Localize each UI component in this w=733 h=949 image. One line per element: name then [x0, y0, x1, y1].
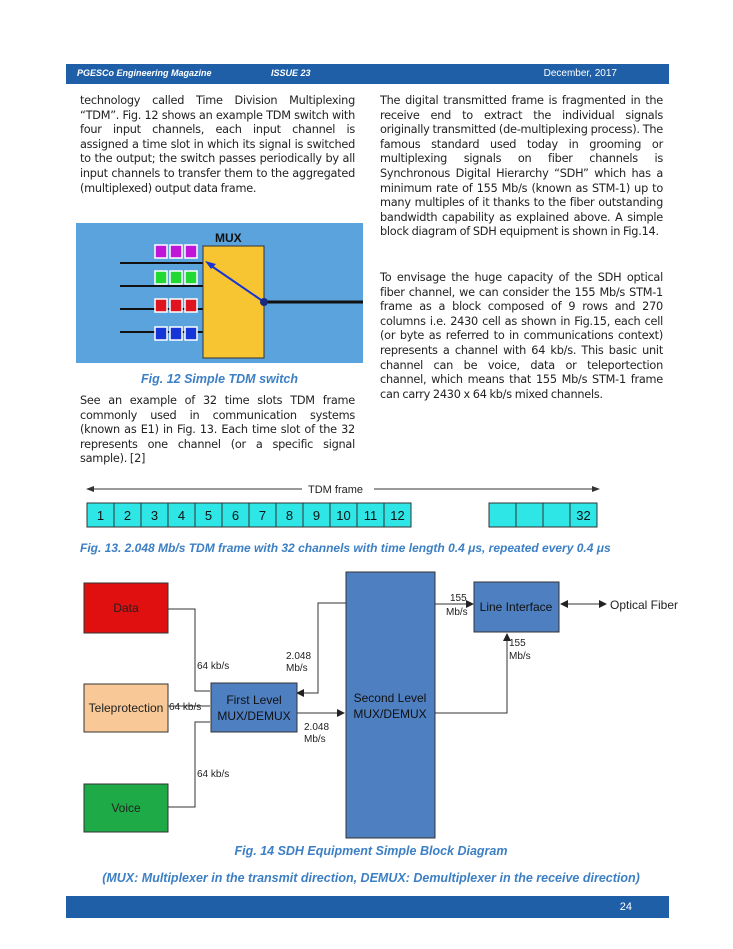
- fig12-switch-pivot: [260, 298, 268, 306]
- fig14-rate-155-bot-2: Mb/s: [509, 651, 531, 662]
- fig12-channel-red-slots: [155, 299, 197, 312]
- fig14-line-interface-label: Line Interface: [479, 600, 553, 614]
- fig14-rate-2048-bot-2: Mb/s: [304, 734, 326, 745]
- fig12-caption: Fig. 12 Simple TDM switch: [141, 372, 298, 386]
- fig14-caption: Fig. 14 SDH Equipment Simple Block Diagram: [234, 844, 508, 858]
- fig13-left-slot-label-5: 5: [204, 508, 213, 523]
- fig14-voice-label: Voice: [111, 801, 141, 815]
- fig13-left-slot-label-9: 9: [312, 508, 321, 523]
- fig13-caption: Fig. 13. 2.048 Mb/s TDM frame with 32 channels with time length 0.4 μs, repeated every 0.4 μs: [80, 541, 611, 555]
- fig14-caption-note: (MUX: Multiplexer in the transmit direction, DEMUX: Demultiplexer in the receive direction): [102, 871, 640, 885]
- fig14-rate-155-bot-1: 155: [509, 638, 526, 649]
- right-paragraph-1: The digital transmitted frame is fragmented in the receive end to extract the individual signals originally transmitted (de-multiplexing process). The famous standard used today in grooming or multiplexing signals on fiber channels is Synchronous Digital Hierarchy “SDH” which has a minimum rate of 155 Mb/s (known as STM-1) up to many multiples of it thanks to the fiber outstanding bandwidth capability as explained above. A simple block diagram of SDH equipment is shown in Fig.14.: [380, 94, 663, 239]
- left-paragraph-1: technology called Time Division Multiplexing “TDM”. Fig. 12 shows an example TDM switch with four input channels, each input channel is assigned a time slot in which its signal is switched to the output; the switch passes periodically by all input channels to transfer them to the aggregated (multiplexed) output data frame.: [80, 94, 355, 195]
- fig13-tdm-frame-diagram: [82, 480, 602, 530]
- fig13-left-slot-label-6: 6: [231, 508, 240, 523]
- fig14-optical-fiber-label: Optical Fiber: [610, 598, 679, 612]
- fig14-rate-64-bot: 64 kb/s: [197, 769, 230, 780]
- fig14-rate-64-top: 64 kb/s: [197, 661, 230, 672]
- fig14-155-rx-link: [435, 634, 507, 713]
- fig14-rate-2048-top-1: 2.048: [286, 651, 312, 662]
- fig14-sdh-block-diagram: [82, 570, 692, 842]
- fig13-left-slot-label-10: 10: [336, 508, 351, 523]
- fig13-right-slot-1: [489, 503, 516, 527]
- fig14-voice-link: [168, 722, 210, 807]
- issue-date: December, 2017: [543, 68, 617, 79]
- fig14-rate-155-top-2: Mb/s: [446, 607, 468, 618]
- fig13-left-slot-label-3: 3: [150, 508, 159, 523]
- left-paragraph-2: See an example of 32 time slots TDM frame commonly used in communication systems (known as E1) in Fig. 13. Each time slot of the 32 represents one channel (or a specific signal sample). [2]: [80, 394, 355, 466]
- fig14-rate-2048-top-2: Mb/s: [286, 663, 308, 674]
- fig13-right-slot-2: [516, 503, 543, 527]
- issue-number: ISSUE 23: [271, 68, 311, 78]
- fig13-left-slot-label-1: 1: [96, 508, 105, 523]
- fig14-second-level-box: [346, 572, 435, 838]
- fig14-first-level-line2: MUX/DEMUX: [217, 709, 291, 723]
- fig13-left-slot-label-12: 12: [390, 508, 405, 523]
- fig14-2048-downlink: [297, 603, 346, 693]
- fig13-left-slot-label-11: 11: [363, 508, 378, 523]
- magazine-title: PGESCo Engineering Magazine: [77, 68, 212, 78]
- fig13-slots-group-right: [489, 503, 597, 527]
- fig14-rate-64-mid: 64 kb/s: [169, 702, 202, 713]
- fig13-right-slot-label-4: 32: [576, 508, 591, 523]
- fig12-channel-purple-slots: [155, 245, 197, 258]
- fig12-channel-green-slots: [155, 271, 197, 284]
- fig14-first-level-box: [211, 683, 297, 732]
- page-number: 24: [619, 901, 632, 913]
- fig14-second-level-line1: Second Level: [353, 691, 427, 705]
- fig13-left-slot-label-2: 2: [123, 508, 132, 523]
- fig14-teleprotection-label: Teleprotection: [88, 701, 164, 715]
- fig13-right-slot-3: [543, 503, 570, 527]
- fig12-channel-blue-slots: [155, 327, 197, 340]
- fig13-left-slot-label-4: 4: [177, 508, 186, 523]
- fig12-mux-label: MUX: [215, 231, 242, 245]
- fig13-left-slot-label-8: 8: [285, 508, 294, 523]
- page-header: [66, 64, 669, 84]
- fig14-rate-155-top-1: 155: [450, 593, 467, 604]
- fig12-tdm-switch-diagram: [76, 223, 363, 363]
- fig14-second-level-line2: MUX/DEMUX: [353, 707, 427, 721]
- fig14-rate-2048-bot-1: 2.048: [304, 722, 330, 733]
- fig12-mux-block: [203, 246, 264, 358]
- fig14-first-level-line1: First Level: [226, 693, 282, 707]
- fig14-data-link: [168, 609, 210, 691]
- fig14-data-label: Data: [113, 601, 139, 615]
- fig13-frame-label: TDM frame: [308, 484, 363, 496]
- right-paragraph-2: To envisage the huge capacity of the SDH optical fiber channel, we can consider the 155 Mb/s STM-1 frame as a block composed of 9 rows and 270 columns i.e. 2430 cell as shown in Fig.15, each cell (or byte as referred to in communications context) represents a channel with 64 kb/s. This basic unit channel can be voice, data or teleportection channel, which means that 155 Mb/s STM-1 frame can carry 2430 x 64 kb/s mixed channels.: [380, 271, 663, 401]
- fig13-slots-group-left: [87, 503, 411, 527]
- fig13-left-slot-label-7: 7: [258, 508, 267, 523]
- page-footer: [66, 896, 669, 918]
